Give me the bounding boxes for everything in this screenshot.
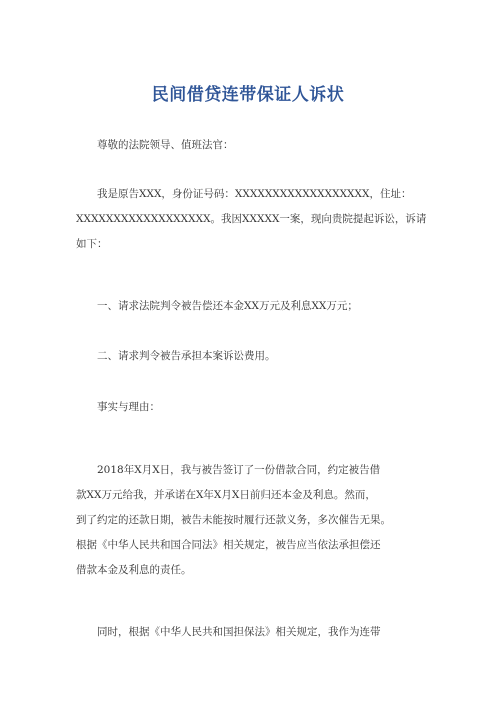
body-line: 根据《中华人民共和国合同法》相关规定，被告应当依法承担偿还 (76, 539, 381, 551)
body-line: 2018年X月X日，我与被告签订了一份借款合同，约定被告借 (97, 464, 381, 476)
body-line: 到了约定的还款日期，被告未能按时履行还款义务，多次催告无果。 (76, 514, 391, 526)
body-line: 如下： (76, 238, 108, 250)
claim-one: 一、请求法院判令被告偿还本金XX万元及利息XX万元； (97, 300, 358, 312)
body-line: 同时，根据《中华人民共和国担保法》相关规定，我作为连带 (97, 626, 381, 638)
salutation: 尊敬的法院领导、值班法官： (97, 139, 234, 151)
body-line: 我是原告XXX，身份证号码：XXXXXXXXXXXXXXXXXX，住址： (97, 188, 412, 200)
claim-two: 二、请求判令被告承担本案诉讼费用。 (97, 350, 276, 362)
body-line: 借款本金及利息的责任。 (76, 564, 192, 576)
body-line: XXXXXXXXXXXXXXXXXX。我因XXXXX一案，现向贵院提起诉讼，诉请 (76, 213, 427, 225)
document-title: 民间借贷连带保证人诉状 (151, 85, 345, 105)
section-heading-facts: 事实与理由： (97, 401, 160, 413)
body-line: 款XX万元给我，并承诺在X年X月X日前归还本金及利息。然而， (76, 489, 376, 501)
